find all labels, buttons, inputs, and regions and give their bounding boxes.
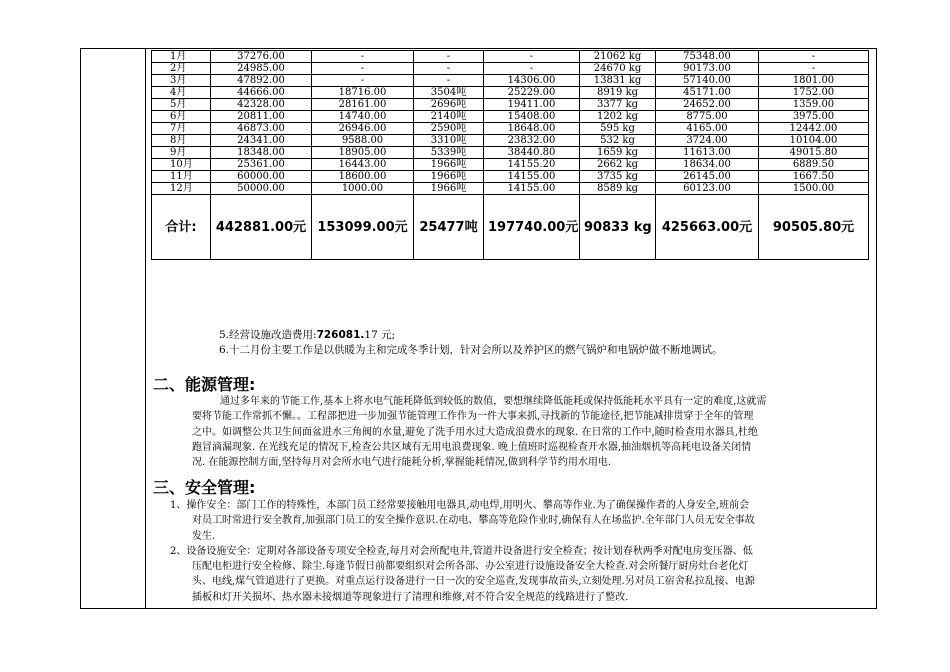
table-cell: -: [312, 75, 414, 87]
safety-line: 1、操作安全：部门工作的特殊性，本部门员工经常要接触用电器具,动电焊,用明火、攀高等作业.为了确保操作者的人身安全,班前会: [170, 500, 750, 511]
total-cell: 197740.00元: [484, 195, 580, 260]
table-cell: 5339吨: [414, 147, 484, 159]
safety-line: 对员工时常进行安全教育,加强部门员工的安全操作意识.在动电、攀高等危险作业时,确保有人在场监护.全年部门人员无安全事故: [192, 515, 755, 527]
table-cell: -: [312, 51, 414, 63]
safety-paragraph: [170, 498, 755, 605]
frame-divider: [145, 48, 146, 609]
table-row: [152, 87, 869, 99]
monthly-cost-table: [151, 50, 869, 260]
table-cell: 75348.00: [656, 51, 759, 63]
item-6: 6.十二月份主要工作是以供暖为主和完成冬季计划，针对会所以及养护区的燃气锅炉和电锅炉做不断地调试。: [219, 344, 723, 356]
table-cell: 18648.00: [484, 123, 580, 135]
item-5-value: 726081.: [316, 329, 365, 341]
table-cell: 3735 kg: [580, 171, 656, 183]
table-cell: 11月: [152, 171, 211, 183]
table-cell: 1500.00: [759, 183, 869, 195]
table-cell: -: [312, 63, 414, 75]
table-cell: 2696吨: [414, 99, 484, 111]
table-cell: 9月: [152, 147, 211, 159]
table-cell: 532 kg: [580, 135, 656, 147]
table-row: [152, 147, 869, 159]
table-cell: 3724.00: [656, 135, 759, 147]
table-cell: 3月: [152, 75, 211, 87]
table-cell: 60000.00: [211, 171, 312, 183]
table-cell: 1752.00: [759, 87, 869, 99]
total-cell: 25477吨: [414, 195, 484, 260]
table-cell: 3377 kg: [580, 99, 656, 111]
table-row: [152, 63, 869, 75]
table-cell: 14155.20: [484, 159, 580, 171]
table-cell: -: [484, 63, 580, 75]
safety-heading: 三、安全管理:: [153, 478, 256, 497]
table-cell: 18634.00: [656, 159, 759, 171]
table-cell: 2590吨: [414, 123, 484, 135]
table-cell: 38440.80: [484, 147, 580, 159]
table-cell: 5月: [152, 99, 211, 111]
table-cell: 21062 kg: [580, 51, 656, 63]
table-cell: -: [759, 63, 869, 75]
total-cell: 425663.00元: [656, 195, 759, 260]
table-cell: 1801.00: [759, 75, 869, 87]
table-cell: 24652.00: [656, 99, 759, 111]
table-cell: 19411.00: [484, 99, 580, 111]
table-cell: 4165.00: [656, 123, 759, 135]
item-5: [219, 328, 395, 343]
safety-line: 压配电柜进行安全检修、除尘.每逢节假日前都要组织对会所各部、办公室进行设施设备安全大检查.对会所餐厅厨房灶台老化灯: [192, 561, 749, 573]
table-row: [152, 51, 869, 63]
energy-line: 要将节能工作常抓不懈。。工程部把进一步加强节能管理工作作为一件大事来抓,寻找新的节能途径,把节能减排贯穿于全年的管理: [192, 411, 754, 423]
table-cell: 8589 kg: [580, 183, 656, 195]
table-cell: 3975.00: [759, 111, 869, 123]
table-cell: 10104.00: [759, 135, 869, 147]
table-cell: 60123.00: [656, 183, 759, 195]
safety-line: 2、设备设施安全：定期对各部设备专项安全检查,每月对会所配电井,管道井设备进行安全检查；按计划春秋两季对配电房变压器、低: [170, 545, 753, 557]
table-cell: -: [759, 51, 869, 63]
table-cell: 6月: [152, 111, 211, 123]
table-cell: -: [414, 75, 484, 87]
table-cell: 14740.00: [312, 111, 414, 123]
table-cell: 57140.00: [656, 75, 759, 87]
table-cell: 16443.00: [312, 159, 414, 171]
table-cell: 7月: [152, 123, 211, 135]
table-cell: 47892.00: [211, 75, 312, 87]
total-cell: 90505.80元: [759, 195, 869, 260]
table-row: [152, 111, 869, 123]
energy-paragraph: [192, 394, 766, 470]
table-cell: 14306.00: [484, 75, 580, 87]
table-row: [152, 159, 869, 171]
table-cell: 24670 kg: [580, 63, 656, 75]
table-cell: 24985.00: [211, 63, 312, 75]
table-cell: 13831 kg: [580, 75, 656, 87]
table-row: [152, 171, 869, 183]
table-cell: 20811.00: [211, 111, 312, 123]
item-5-label: 5.经营设施改造费用:: [219, 329, 317, 341]
table-cell: 37276.00: [211, 51, 312, 63]
safety-line: 插板和灯开关损坏、热水器未接烟道等现象进行了清理和维修,对不符合安全规范的线路进行了整改.: [192, 591, 629, 603]
table-cell: 26145.00: [656, 171, 759, 183]
table-cell: 8919 kg: [580, 87, 656, 99]
table-cell: 90173.00: [656, 63, 759, 75]
table-row: [152, 123, 869, 135]
table-cell: 1667.50: [759, 171, 869, 183]
table-cell: 1000.00: [312, 183, 414, 195]
total-cell: 90833 kg: [580, 195, 656, 260]
table-cell: 44666.00: [211, 87, 312, 99]
table-cell: 15408.00: [484, 111, 580, 123]
table-cell: 1966吨: [414, 183, 484, 195]
table-cell: 2662 kg: [580, 159, 656, 171]
table-cell: 1966吨: [414, 171, 484, 183]
table-cell: 14155.00: [484, 171, 580, 183]
total-cell: 442881.00元: [211, 195, 312, 260]
table-cell: 45171.00: [656, 87, 759, 99]
table-cell: 26946.00: [312, 123, 414, 135]
table-row: [152, 99, 869, 111]
table-cell: 595 kg: [580, 123, 656, 135]
table-cell: -: [414, 63, 484, 75]
table-cell: 2月: [152, 63, 211, 75]
table-cell: 25361.00: [211, 159, 312, 171]
table-cell: 49015.80: [759, 147, 869, 159]
table-cell: 6889.50: [759, 159, 869, 171]
energy-line: 通过多年来的节能工作,基本上将水电气能耗降低到较低的数值，要想继续降低能耗或保持低能耗水平具有一定的难度,这就需: [220, 396, 767, 407]
table-cell: 18348.00: [211, 147, 312, 159]
safety-line: 头、电线,煤气管道进行了更换。对重点运行设备进行一日一次的安全巡查,发现事故苗头,立刻处理.另对员工宿舍私拉乱接、电源: [192, 576, 755, 588]
table-cell: 1359.00: [759, 99, 869, 111]
table-cell: 12月: [152, 183, 211, 195]
table-cell: 14155.00: [484, 183, 580, 195]
energy-line: 跑冒滴漏现象. 在光线充足的情况下,检查公共区域有无用电浪费现象. 晚上值班时巡视检查开水器,抽油烟机等高耗电设备关闭情: [192, 441, 752, 453]
table-cell: 1659 kg: [580, 147, 656, 159]
table-cell: 8775.00: [656, 111, 759, 123]
table-cell: 18600.00: [312, 171, 414, 183]
total-cell: 合计:: [152, 195, 211, 260]
table-cell: 3504吨: [414, 87, 484, 99]
table-cell: 1966吨: [414, 159, 484, 171]
table-row: [152, 183, 869, 195]
table-cell: 42328.00: [211, 99, 312, 111]
energy-line: 之中。如调整公共卫生间面盆进水三角阀的水量,避免了洗手用水过大造成浪费水的现象. 在日常的工作中,随时检查用水器具,杜绝: [192, 426, 758, 438]
table-cell: 4月: [152, 87, 211, 99]
table-cell: 1202 kg: [580, 111, 656, 123]
total-cell: 153099.00元: [312, 195, 414, 260]
table-cell: 24341.00: [211, 135, 312, 147]
table-row: [152, 135, 869, 147]
item-5-suffix: 17 元;: [364, 329, 396, 341]
table-cell: 3310吨: [414, 135, 484, 147]
table-cell: 25229.00: [484, 87, 580, 99]
table-cell: 9588.00: [312, 135, 414, 147]
energy-line: 况. 在能源控制方面,坚持每月对会所水电气进行能耗分析,掌握能耗情况,做到科学节约用水用电.: [192, 457, 612, 469]
table-row: [152, 75, 869, 87]
table-cell: 11613.00: [656, 147, 759, 159]
table-cell: 8月: [152, 135, 211, 147]
energy-heading: 二、能源管理:: [153, 375, 256, 394]
table-cell: -: [484, 51, 580, 63]
table-cell: 12442.00: [759, 123, 869, 135]
table-cell: 23832.00: [484, 135, 580, 147]
table-cell: 46873.00: [211, 123, 312, 135]
table-cell: 50000.00: [211, 183, 312, 195]
total-row: [152, 195, 869, 260]
table-cell: 10月: [152, 159, 211, 171]
table-cell: 18905.00: [312, 147, 414, 159]
table-cell: -: [414, 51, 484, 63]
table-cell: 28161.00: [312, 99, 414, 111]
table-cell: 18716.00: [312, 87, 414, 99]
table-cell: 1月: [152, 51, 211, 63]
table-cell: 2140吨: [414, 111, 484, 123]
safety-line: 发生.: [192, 530, 216, 542]
